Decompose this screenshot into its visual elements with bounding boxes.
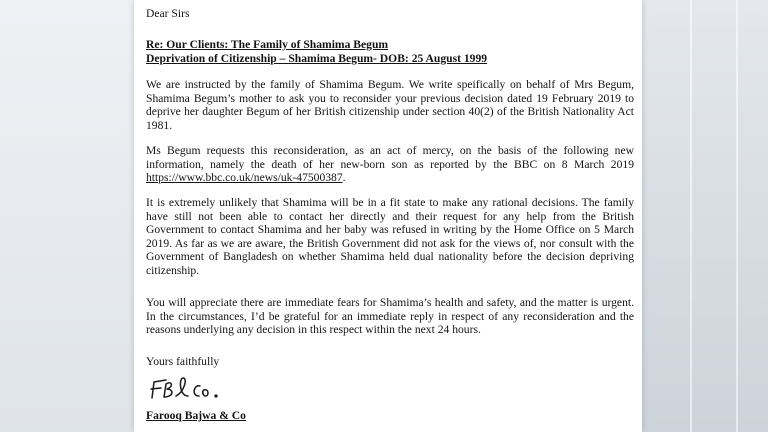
paragraph-circumstances: It is extremely unlikely that Shamima will be in a fit state to make any rational decisions. The family have still not been able to contact her directly and their request for any help from the British Government to contact Shamima and her baby was refused in writing by the Home Office on 5 March 2019. As far as we are aware, the British Government did not ask for the views of, nor consult with the Government of Bangladesh on whether Shamima held dual nationality before the decision depriving citizenship. <box>146 196 634 277</box>
background-stripe <box>736 0 738 432</box>
background-left <box>0 0 134 432</box>
subject-heading <box>146 38 634 65</box>
firm-name: Farooq Bajwa & Co <box>146 409 246 422</box>
letter-page <box>134 0 642 432</box>
paragraph-reconsideration-end: . <box>342 171 346 185</box>
bbc-news-link[interactable]: https://www.bbc.co.uk/news/uk-47500387 <box>146 171 343 185</box>
closing-line: Yours faithfully <box>146 355 220 368</box>
subject-line-deprivation: Deprivation of Citizenship – Shamima Begum- DOB: 25 August 1999 <box>146 51 488 65</box>
paragraph-urgency: You will appreciate there are immediate fears for Shamima’s health and safety, and the matter is urgent. In the circumstances, I’d be grateful for an immediate reply in respect of any reconsideration and the reasons underlying any decision in this respect within the next 24 hours. <box>146 296 634 337</box>
paragraph-reconsideration <box>146 144 634 185</box>
paragraph-instruction: We are instructed by the family of Shamima Begum. We write speifically on behalf of Mrs Begum, Shamima Begum’s mother to ask you to reconsider your previous decision dated 19 February 2019 to deprive her daughter Begum of her British citizenship under section 40(2) of the British Nationality Act 1981. <box>146 78 634 132</box>
handwritten-signature-icon <box>148 374 238 402</box>
salutation: Dear Sirs <box>146 7 190 20</box>
background-right <box>642 0 768 432</box>
background-stripe <box>690 0 692 432</box>
paragraph-reconsideration-text: Ms Begum requests this reconsideration, as an act of mercy, on the basis of the following new information, namely the death of her new-born son as reported by the BBC on 8 March 2019 <box>146 144 634 171</box>
subject-line-clients: Re: Our Clients: The Family of Shamima Begum <box>146 38 389 51</box>
